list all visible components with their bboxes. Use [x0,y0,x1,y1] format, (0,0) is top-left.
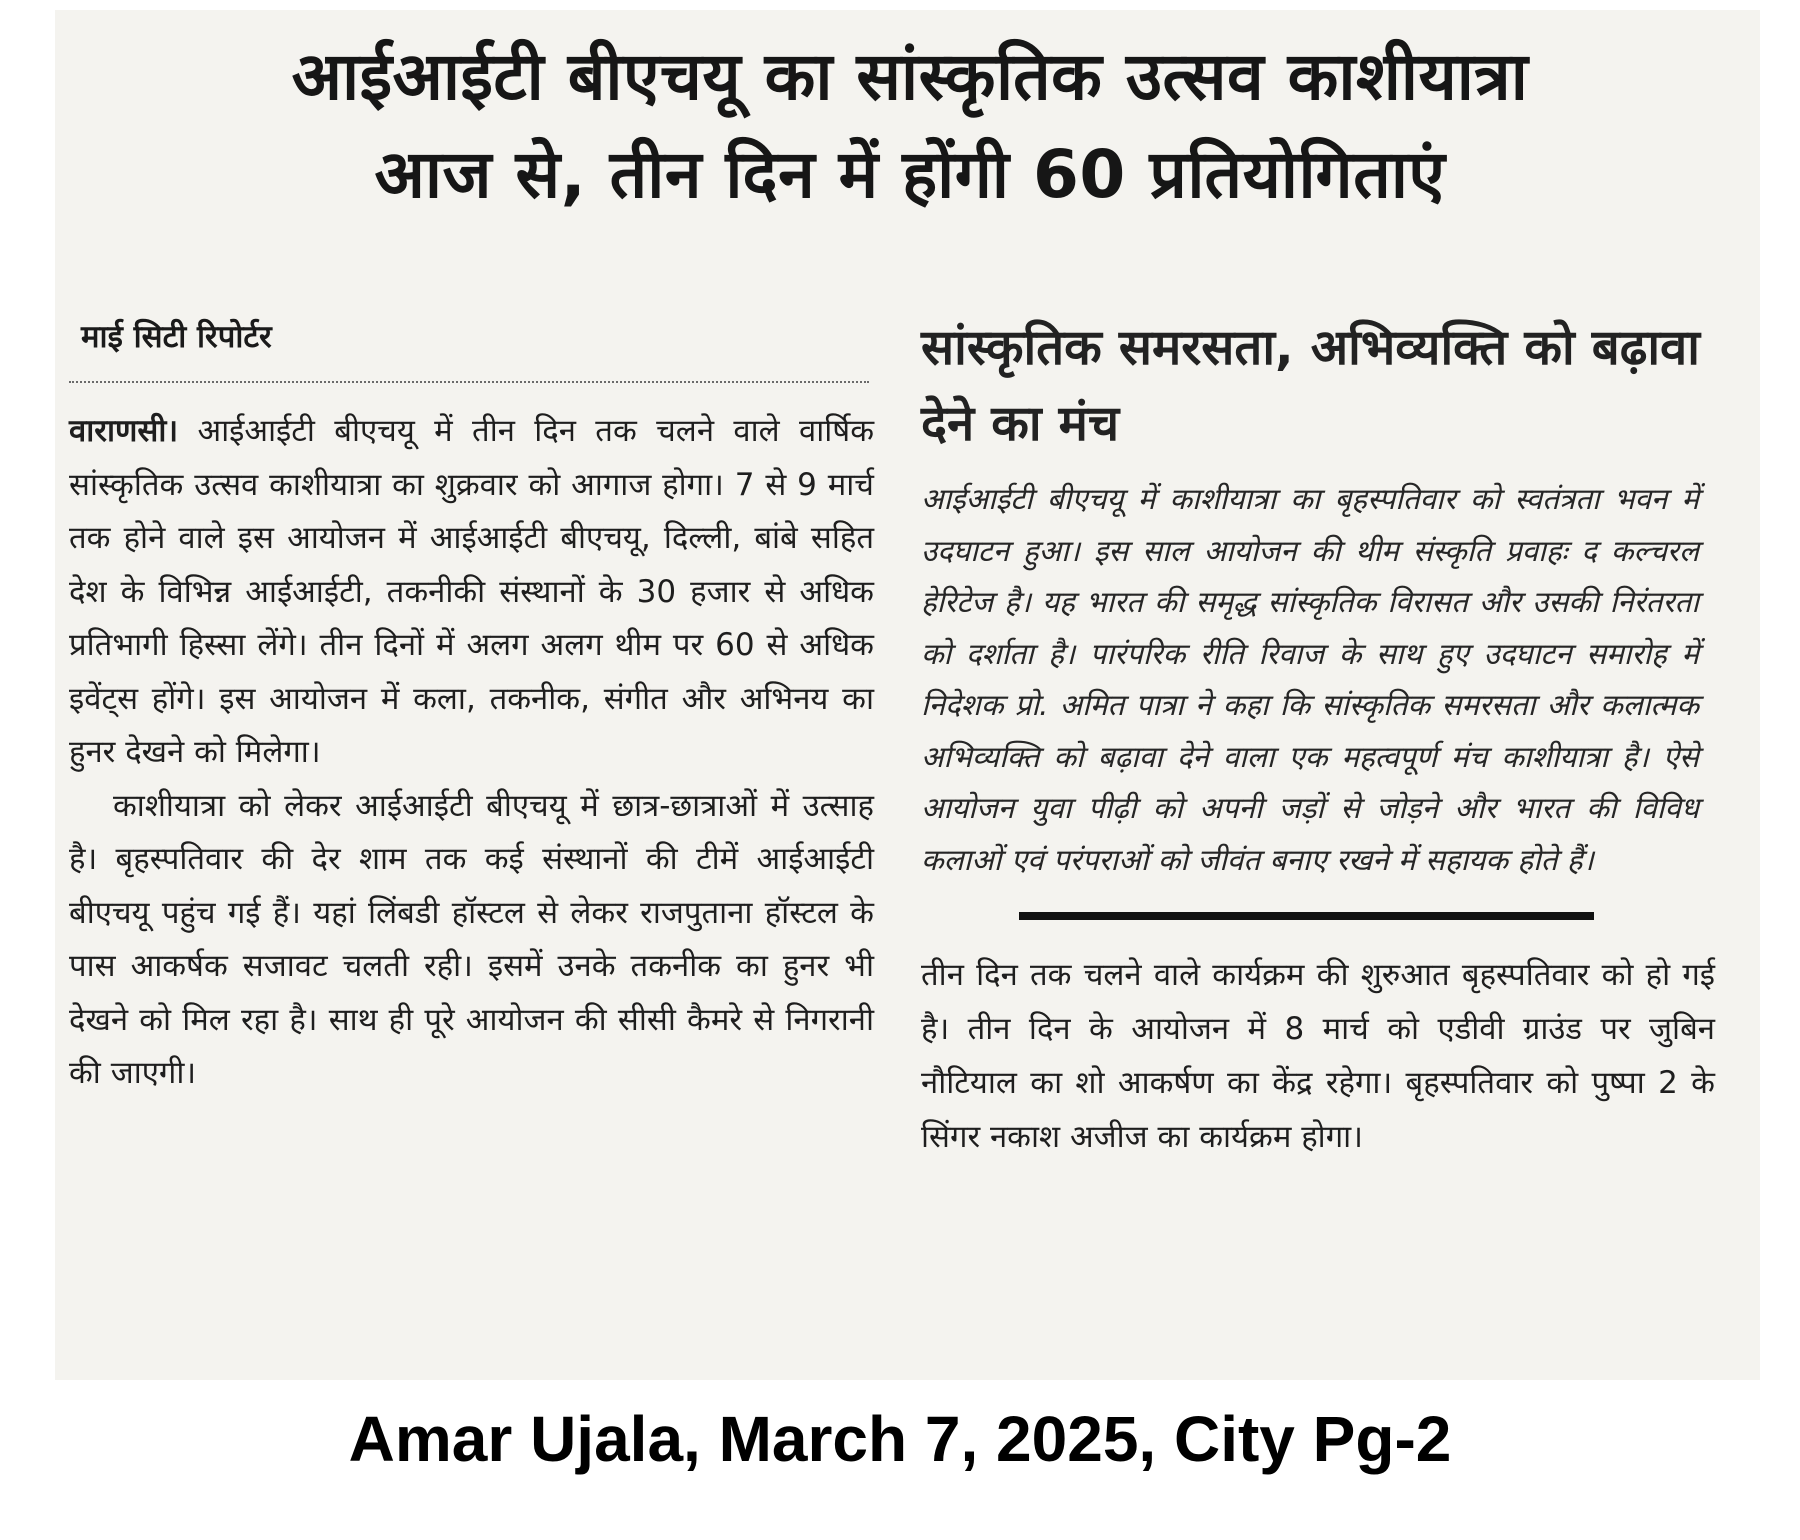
left-paragraph-2: काशीयात्रा को लेकर आईआईटी बीएचयू में छात्र-छात्राओं में उत्साह है। बृहस्पतिवार की देर शाम तक कई संस्थानों की टीमें आईआईटी बीएचयू पहुंच गई हैं। यहां लिंबडी हॉस्टल से लेकर राजपुताना हॉस्टल के पास आकर्षक सजावट चलती रही। इसमें उनके तकनीक का हुनर भी देखने को मिल रहा है। साथ ही पूरे आयोजन की सीसी कैमरे से निगरानी की जाएगी। [69,787,874,1091]
left-article-body [69,405,874,1101]
dateline: वाराणसी। [69,413,179,449]
headline-line-2: आज से, तीन दिन में होंगी 60 प्रतियोगिताएं [374,136,1446,213]
byline: माई सिटी रिपोर्टर [81,319,272,355]
newspaper-clipping [55,10,1760,1380]
subheadline: सांस्कृतिक समरसता, अभिव्यक्ति को बढ़ावा देने का मंच [921,319,1700,452]
left-column [69,315,874,1101]
italic-paragraph: आईआईटी बीएचयू में काशीयात्रा का बृहस्पतिवार को स्वतंत्रता भवन में उदघाटन हुआ। इस साल आयोजन की थीम संस्कृति प्रवाहः द कल्चरल हेरिटेज है। यह भारत की समृद्ध सांस्कृतिक विरासत और उसकी निरंतरता को दर्शाता है। पारंपरिक रीति रिवाज के साथ हुए उदघाटन समारोह में निदेशक प्रो. अमित पात्रा ने कहा कि सांस्कृतिक समरसता और कलात्मक अभिव्यक्ति को बढ़ावा देने वाला एक महत्वपूर्ण मंच काशीयात्रा है। ऐसे आयोजन युवा पीढ़ी को अपनी जड़ों से जोड़ने और भारत की विविध कलाओं एवं परंपराओं को जीवंत बनाए रखने में सहायक होते हैं। [921,482,1699,877]
byline-divider [69,381,869,383]
left-paragraph-1-text: आईआईटी बीएचयू में तीन दिन तक चलने वाले वार्षिक सांस्कृतिक उत्सव काशीयात्रा का शुक्रवार को आगाज होगा। 7 से 9 मार्च तक होने वाले इस आयोजन में आईआईटी बीएचयू, दिल्ली, बांबे सहित देश के विभिन्न आईआईटी, तकनीकी संस्थानों के 30 हजार से अधिक प्रतिभागी हिस्सा लेंगे। तीन दिनों में अलग अलग थीम पर 60 से अधिक इवेंट्स होंगे। इस आयोजन में कला, तकनीक, संगीत और अभिनय का हुनर देखने को मिलेगा। [69,413,874,770]
right-column [915,310,1723,1164]
headline-line-1: आईआईटी बीएचयू का सांस्कृतिक उत्सव काशीयात्रा [291,38,1529,115]
left-paragraph-1 [69,405,874,780]
section-divider [1019,912,1594,920]
headline [85,28,1735,224]
source-caption: Amar Ujala, March 7, 2025, City Pg-2 [348,1403,1452,1475]
right-paragraph: तीन दिन तक चलने वाले कार्यक्रम की शुरुआत बृहस्पतिवार को हो गई है। तीन दिन के आयोजन में 8 मार्च को एडीवी ग्राउंड पर जुबिन नौटियाल का शो आकर्षण का केंद्र रहेगा। बृहस्पतिवार को पुष्पा 2 के सिंगर नकाश अजीज का कार्यक्रम होगा। [921,957,1715,1155]
